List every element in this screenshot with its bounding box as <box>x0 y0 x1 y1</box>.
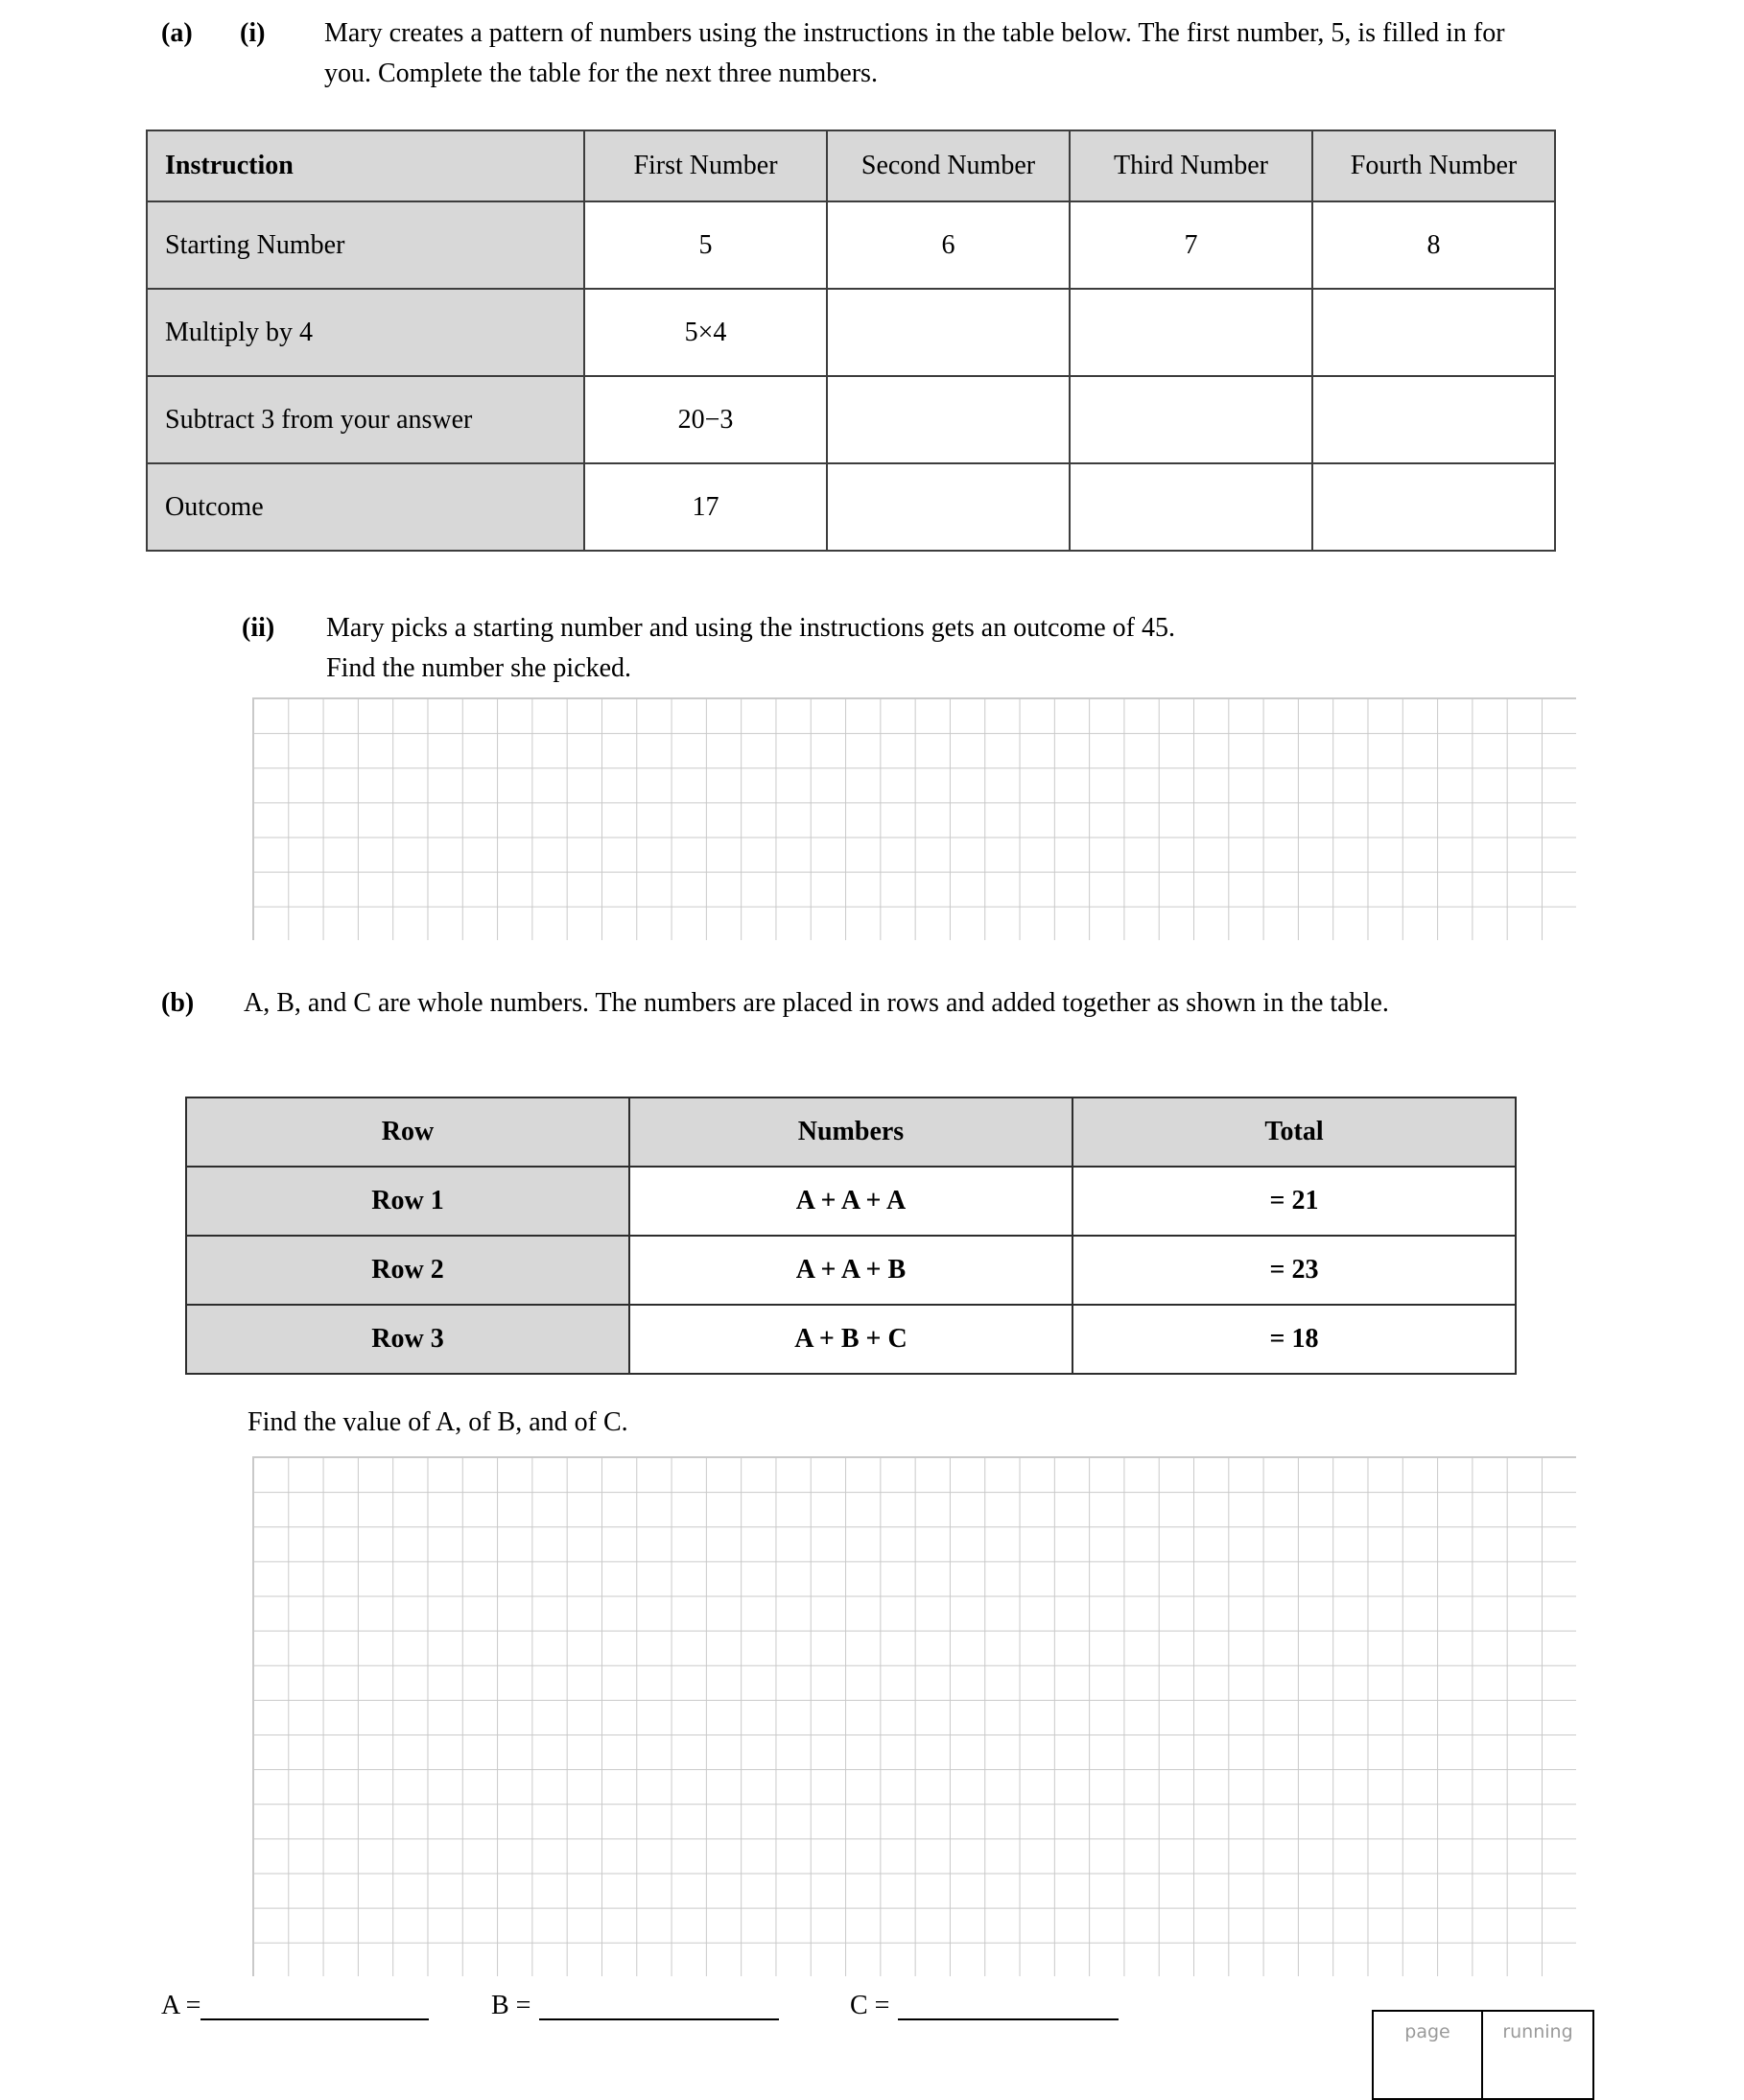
answer-grid-a-ii[interactable] <box>252 697 1576 940</box>
part-a-ii-marker: (ii) <box>242 613 275 643</box>
pattern-header-instruction: Instruction <box>147 130 584 201</box>
part-a-ii-line1: Mary picks a starting number and using the instructions gets an outcome of 45. <box>326 613 1175 643</box>
pattern-cell[interactable] <box>1312 289 1555 376</box>
pattern-cell[interactable] <box>1312 376 1555 463</box>
pattern-cell[interactable]: 8 <box>1312 201 1555 289</box>
pattern-table <box>146 130 1556 552</box>
pattern-cell[interactable]: 20−3 <box>584 376 827 463</box>
pattern-cell[interactable] <box>1070 376 1312 463</box>
rows-cell-numbers: A + A + B <box>629 1236 1072 1305</box>
pattern-cell[interactable]: 6 <box>827 201 1070 289</box>
answer-b-label: B = <box>491 1991 531 2020</box>
pattern-header-second: Second Number <box>827 130 1070 201</box>
part-a-ii-text <box>326 608 1535 689</box>
rows-cell-numbers: A + B + C <box>629 1305 1072 1374</box>
pattern-cell[interactable] <box>1312 463 1555 551</box>
table-row <box>186 1305 1516 1374</box>
pattern-header-fourth: Fourth Number <box>1312 130 1555 201</box>
rows-header-numbers: Numbers <box>629 1097 1072 1167</box>
pattern-row-label: Subtract 3 from your answer <box>147 376 584 463</box>
table-row <box>147 463 1555 551</box>
find-values-instruction: Find the value of A, of B, and of C. <box>247 1407 628 1437</box>
part-b-text: A, B, and C are whole numbers. The numbers are placed in rows and added together as shown in the table. <box>244 988 1389 1018</box>
table-row <box>147 289 1555 376</box>
pattern-table-header-row <box>147 130 1555 201</box>
answer-c-label: C = <box>850 1991 890 2020</box>
pattern-cell[interactable]: 7 <box>1070 201 1312 289</box>
rows-cell-total: = 23 <box>1072 1236 1516 1305</box>
rows-header-total: Total <box>1072 1097 1516 1167</box>
footer-running-cell: running <box>1502 2021 1573 2042</box>
rows-table <box>185 1097 1517 1375</box>
pattern-cell[interactable]: 17 <box>584 463 827 551</box>
table-row <box>147 376 1555 463</box>
part-a-ii-line2: Find the number she picked. <box>326 653 632 683</box>
pattern-cell[interactable] <box>827 376 1070 463</box>
pattern-cell[interactable] <box>827 289 1070 376</box>
marks-footer-box <box>1372 2010 1594 2100</box>
part-a-sub-marker: (i) <box>240 18 266 48</box>
answer-c-line[interactable] <box>898 2018 1119 2020</box>
part-a-text: Mary creates a pattern of numbers using the instructions in the table below. The first number, 5, is filled in for you. Complete the table for the next three numbers. <box>324 18 1505 88</box>
pattern-cell[interactable]: 5 <box>584 201 827 289</box>
rows-cell-label: Row 3 <box>186 1305 629 1374</box>
footer-page-cell: page <box>1374 2012 1483 2098</box>
rows-cell-label: Row 1 <box>186 1167 629 1236</box>
answer-b-line[interactable] <box>539 2018 779 2020</box>
question-part-b <box>161 983 1552 1024</box>
pattern-header-third: Third Number <box>1070 130 1312 201</box>
rows-header-row: Row <box>186 1097 629 1167</box>
answer-blank-b <box>491 1991 779 2021</box>
pattern-header-first: First Number <box>584 130 827 201</box>
pattern-cell[interactable] <box>1070 289 1312 376</box>
answer-grid-b[interactable] <box>252 1456 1576 1976</box>
answer-blank-c <box>850 1991 1119 2021</box>
pattern-cell[interactable] <box>827 463 1070 551</box>
answer-a-line[interactable] <box>200 2018 429 2020</box>
pattern-cell[interactable] <box>1070 463 1312 551</box>
part-b-marker: (b) <box>161 988 195 1018</box>
rows-cell-total: = 18 <box>1072 1305 1516 1374</box>
table-row <box>147 201 1555 289</box>
pattern-cell[interactable]: 5×4 <box>584 289 827 376</box>
question-part-a <box>161 13 1533 94</box>
pattern-row-label: Outcome <box>147 463 584 551</box>
answer-a-label: A = <box>161 1991 201 2020</box>
rows-cell-numbers: A + A + A <box>629 1167 1072 1236</box>
part-a-marker: (a) <box>161 18 193 48</box>
rows-table-header-row <box>186 1097 1516 1167</box>
rows-cell-label: Row 2 <box>186 1236 629 1305</box>
pattern-row-label: Multiply by 4 <box>147 289 584 376</box>
answer-blanks <box>161 1991 1274 2042</box>
table-row <box>186 1236 1516 1305</box>
answer-blank-a <box>161 1991 429 2021</box>
pattern-row-label: Starting Number <box>147 201 584 289</box>
question-part-a-ii <box>242 608 1546 689</box>
rows-cell-total: = 21 <box>1072 1167 1516 1236</box>
table-row <box>186 1167 1516 1236</box>
